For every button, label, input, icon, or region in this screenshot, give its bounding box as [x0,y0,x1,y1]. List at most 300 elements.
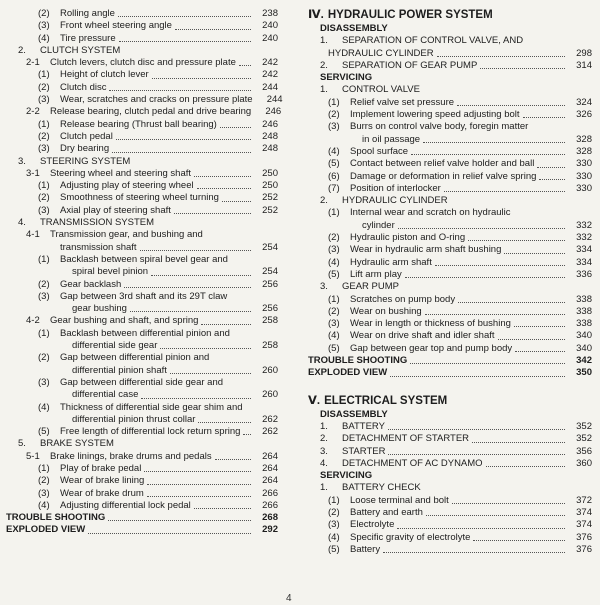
page-ref: 336 [576,268,592,280]
dot-leader [388,454,565,455]
entry-number: 1. [320,482,328,494]
page-ref: 356 [576,445,592,457]
toc-entry[interactable] [6,266,278,278]
entry-number: 2-2 [26,106,40,118]
toc-entry[interactable] [308,421,592,433]
page-ref: 372 [576,494,592,506]
toc-entry[interactable] [308,84,592,96]
entry-number: (4) [38,499,50,511]
dot-leader [220,127,251,128]
page-ref: 330 [576,158,592,170]
entry-title: EXPLODED VIEW [6,524,86,536]
entry-title: GEAR PUMP [342,281,400,293]
entry-number: 2. [320,195,328,207]
dot-leader [243,434,251,435]
entry-title: Gap between differential side gear and [60,376,224,388]
toc-entry[interactable] [6,156,278,168]
toc-entry[interactable] [6,500,278,512]
entry-number: (2) [38,81,50,93]
entry-title: STEERING SYSTEM [40,155,131,167]
toc-entry[interactable] [308,35,592,47]
toc-entry[interactable] [308,220,592,232]
entry-number: (5) [328,543,340,555]
dot-leader [88,533,251,534]
entry-title: Wear of brake lining [60,475,145,487]
page-ref: 244 [262,81,278,93]
entry-title: Internal wear and scratch on hydraulic [350,207,511,219]
dot-leader [523,117,565,118]
toc-entry[interactable] [6,180,278,192]
entry-number: (3) [38,143,50,155]
page-ref: 268 [262,512,278,524]
page-ref: 326 [576,109,592,121]
entry-title: Front wheel steering angle [60,20,172,32]
toc-entry[interactable] [6,524,278,536]
dot-leader [452,503,565,504]
entry-number: (4) [328,145,340,157]
entry-number: 3. [320,281,328,293]
toc-entry[interactable] [308,109,592,121]
page-ref: 250 [262,167,278,179]
toc-entry[interactable] [308,121,592,133]
entry-number: (4) [328,531,340,543]
toc-entry[interactable] [308,207,592,219]
toc-entry[interactable] [6,20,278,32]
toc-entry[interactable] [308,507,592,519]
dot-leader [444,191,565,192]
entry-number: (2) [38,352,50,364]
entry-number: (3) [38,94,50,106]
toc-entry[interactable] [6,242,278,254]
dot-leader [141,398,251,399]
entry-title: Hydraulic piston and O-ring [350,232,466,244]
entry-number: (1) [38,118,50,130]
entry-number: 5. [18,438,26,450]
entry-title: Wear on bushing [350,305,422,317]
page-ref: 244 [266,94,283,106]
entry-title: Wear of brake drum [60,487,144,499]
toc-entry[interactable] [6,279,278,291]
page-ref: 352 [576,420,592,432]
entry-number: (7) [328,182,340,194]
page-ref: 340 [576,342,592,354]
entry-number: (3) [328,121,340,133]
entry-title: Dry bearing [60,143,110,155]
dot-leader [486,466,565,467]
page-ref: 324 [576,96,592,108]
entry-number: 4-1 [26,229,40,241]
toc-entry[interactable] [6,365,278,377]
entry-number: (5) [328,342,340,354]
entry-number: (3) [38,290,50,302]
entry-number: 2-1 [26,57,40,69]
dot-leader [201,324,251,325]
toc-entry[interactable] [6,352,278,364]
dot-leader [480,68,565,69]
toc-entry[interactable] [308,519,592,531]
entry-number: 1. [320,35,328,47]
page-ref: 248 [262,143,278,155]
toc-entry[interactable] [6,205,278,217]
section-title [308,8,592,23]
entry-title: Clutch pedal [60,130,113,142]
page-ref: 254 [262,266,278,278]
entry-title: Lift arm play [350,268,402,280]
page-ref: 298 [576,47,592,59]
entry-title: differential pinion thrust collar [72,413,196,425]
dot-leader [498,339,565,340]
toc-entry[interactable] [308,367,592,379]
toc-entry[interactable] [308,433,592,445]
entry-title: cylinder [362,219,395,231]
toc-entry[interactable] [308,269,592,281]
toc-entry[interactable] [308,343,592,355]
entry-title: Release bearing, clutch pedal and drive bearing [50,106,252,118]
dot-leader [130,311,251,312]
toc-entry[interactable] [6,426,278,438]
entry-title: HYDRAULIC CYLINDER [342,195,448,207]
entry-title: BATTERY CHECK [342,482,421,494]
toc-entry[interactable] [6,463,278,475]
page-ref: 330 [576,182,592,194]
dot-leader [426,515,565,516]
entry-number: 2. [320,433,328,445]
entry-number: (1) [38,462,50,474]
page-ref: 334 [576,244,592,256]
section-title [308,394,592,409]
toc-entry[interactable] [6,94,283,106]
entry-number: (1) [38,327,50,339]
entry-title: Wear in hydraulic arm shaft bushing [350,244,502,256]
entry-number: (2) [38,278,50,290]
toc-entry[interactable] [6,291,278,303]
toc-entry[interactable] [308,146,592,158]
dot-leader [140,250,251,251]
entry-title: Loose terminal and bolt [350,494,449,506]
page-ref: 376 [576,531,592,543]
dot-leader [537,167,565,168]
entry-title: Play of brake pedal [60,462,142,474]
entry-title: transmission shaft [60,241,137,253]
entry-number: 4. [18,217,26,229]
entry-number: 1. [320,84,328,96]
toc-entry[interactable] [308,458,592,470]
entry-title: Height of clutch lever [60,69,149,81]
toc-entry[interactable] [6,106,282,118]
entry-number: 4-2 [26,315,40,327]
toc-entry[interactable] [308,544,592,556]
page-ref: 260 [262,389,278,401]
entry-title: DETACHMENT OF AC DYNAMO [342,457,483,469]
page-ref: 248 [262,130,278,142]
toc-entry[interactable] [6,475,278,487]
entry-number: 3. [18,155,26,167]
dot-leader [170,373,251,374]
page-ref: 260 [262,364,278,376]
page-ref: 256 [262,303,278,315]
page-ref: 250 [262,180,278,192]
toc-entry[interactable] [308,158,592,170]
entry-title: EXPLODED VIEW [308,367,388,379]
dot-leader [515,351,565,352]
toc-entry[interactable] [6,143,278,155]
page-ref: 246 [265,106,282,118]
entry-title: Hydraulic arm shaft [350,256,432,268]
toc-entry[interactable] [6,340,278,352]
page-ref: 350 [576,367,592,379]
dot-leader [118,16,251,17]
entry-title: differential case [72,389,139,401]
dot-leader [151,275,251,276]
entry-number: (1) [38,180,50,192]
entry-title: Wear, scratches and cracks on pressure plate [60,94,253,106]
toc-entry[interactable] [6,57,278,69]
toc-entry[interactable] [308,195,592,207]
entry-title: DETACHMENT OF STARTER [342,433,470,445]
dot-leader [119,41,251,42]
entry-number: (3) [38,487,50,499]
toc-entry[interactable] [308,183,592,195]
dot-leader [457,105,565,106]
dot-leader [147,484,251,485]
toc-entry[interactable] [308,355,592,367]
entry-title: TROUBLE SHOOTING [6,512,106,524]
entry-number: (1) [38,253,50,265]
entry-number: (2) [38,8,50,19]
entry-title: spiral bevel pinion [72,266,149,278]
entry-title: BRAKE SYSTEM [40,438,114,450]
toc-entry[interactable] [6,131,278,143]
toc-entry[interactable] [308,446,592,458]
entry-number: 3-1 [26,167,40,179]
toc-entry[interactable] [308,482,592,494]
toc-entry[interactable] [308,244,592,256]
dot-leader [398,228,565,229]
entry-title: Wear in length or thickness of bushing [350,318,511,330]
entry-title: STARTER [342,445,386,457]
servicing-heading: SERVICING [320,470,373,482]
entry-number: (3) [328,519,340,531]
dot-leader [468,240,565,241]
page-ref: 246 [262,118,278,130]
toc-entry[interactable] [308,281,592,293]
page-ref: 242 [262,69,278,81]
dot-leader [514,326,565,327]
entry-title: Tire pressure [60,32,116,44]
dot-leader [539,179,565,180]
toc-entry[interactable] [308,232,592,244]
toc-entry[interactable] [6,82,278,94]
toc-entry[interactable] [308,171,592,183]
entry-number: (3) [38,376,50,388]
entry-title: Thickness of differential side gear shim and [60,401,243,413]
entry-title: Damage or deformation in relief valve spring [350,170,537,182]
entry-number: (1) [328,494,340,506]
toc-entry[interactable] [308,48,592,60]
toc-entry[interactable] [308,495,592,507]
dot-leader [116,139,251,140]
toc-entry[interactable] [308,318,592,330]
entry-title: in oil passage [362,133,421,145]
entry-number: 5-1 [26,450,40,462]
entry-title: Rolling angle [60,8,115,19]
entry-title: BATTERY [342,420,385,432]
entry-title: TRANSMISSION SYSTEM [40,217,155,229]
dot-leader [405,277,565,278]
section-spacer [308,380,592,394]
page-ref: 242 [262,57,278,69]
entry-number: (2) [38,192,50,204]
dot-leader [473,540,565,541]
toc-entry[interactable] [6,414,278,426]
page-ref: 252 [262,204,278,216]
toc-left-column [6,8,283,537]
dot-leader [504,253,565,254]
toc-entry[interactable] [6,303,278,315]
toc-entry[interactable] [6,377,278,389]
toc-entry[interactable] [308,134,592,146]
toc-entry[interactable] [6,328,278,340]
toc-entry[interactable] [6,254,278,266]
entry-number: 2. [320,59,328,71]
section-name: HYDRAULIC POWER SYSTEM [327,9,493,21]
entry-number: (2) [328,232,340,244]
toc-entry[interactable] [308,60,592,72]
page-ref: 338 [576,318,592,330]
toc-entry[interactable] [6,45,278,57]
page-ref: 266 [262,487,278,499]
entry-number: 1. [320,420,328,432]
entry-title: HYDRAULIC CYLINDER [328,47,434,59]
entry-title: SEPARATION OF GEAR PUMP [342,59,478,71]
page-ref: 262 [262,426,278,438]
toc-entry[interactable] [6,488,278,500]
toc-entry[interactable] [308,306,592,318]
toc-entry[interactable] [6,229,278,241]
entry-title: Clutch levers, clutch disc and pressure plate [50,57,236,69]
page-ref: 338 [576,293,592,305]
page-ref: 258 [262,315,278,327]
entry-title: Brake linings, brake drums and pedals [50,450,212,462]
dot-leader [109,90,251,91]
toc-entry[interactable] [6,119,278,131]
entry-number: (5) [38,426,50,438]
page-ref: 376 [576,543,592,555]
toc-entry[interactable] [6,402,278,414]
dot-leader [215,459,251,460]
toc-entry[interactable] [308,257,592,269]
entry-title: Backlash between spiral bevel gear and [60,253,228,265]
toc-entry[interactable] [6,438,278,450]
toc-entry[interactable] [6,192,278,204]
toc-entry[interactable] [6,389,278,401]
toc-entry[interactable] [308,330,592,342]
entry-number: (5) [328,158,340,170]
entry-title: Battery [350,543,381,555]
toc-entry[interactable] [6,451,278,463]
dot-leader [423,142,565,143]
entry-title: Gear backlash [60,278,122,290]
dot-leader [425,314,565,315]
entry-title: Implement lowering speed adjusting bolt [350,109,520,121]
entry-number: (3) [38,204,50,216]
entry-title: Relief valve set pressure [350,96,455,108]
entry-title: Adjusting differential lock pedal [60,499,191,511]
dot-leader [174,213,251,214]
dot-leader [197,188,251,189]
page-ref: 328 [576,133,592,145]
page-ref: 240 [262,20,278,32]
entry-number: (2) [328,109,340,121]
page-ref: 342 [576,355,592,367]
entry-number: (2) [38,130,50,142]
entry-number: (5) [328,268,340,280]
entry-title: Gear bushing and shaft, and spring [50,315,199,327]
toc-entry[interactable] [6,315,278,327]
toc-entry[interactable] [308,532,592,544]
entry-number: (4) [328,330,340,342]
page-ref: 240 [262,32,278,44]
toc-right-column [308,8,592,556]
toc-entry[interactable] [6,168,278,180]
dot-leader [239,65,251,66]
entry-number: (1) [328,96,340,108]
entry-title: Specific gravity of electrolyte [350,531,471,543]
entry-title: TROUBLE SHOOTING [308,355,408,367]
entry-title: differential side gear [72,340,158,352]
dot-leader [435,265,565,266]
dot-leader [194,176,251,177]
page-ref: 360 [576,457,592,469]
dot-leader [198,422,251,423]
toc-entry[interactable] [308,294,592,306]
toc-entry[interactable] [6,33,278,45]
entry-title: Scratches on pump body [350,293,456,305]
entry-title: Transmission gear, and bushing and [50,229,203,241]
page-ref: 264 [262,475,278,487]
entry-number: (2) [38,475,50,487]
entry-title: Axial play of steering shaft [60,204,171,216]
page-ref: 328 [576,145,592,157]
dot-leader [144,471,251,472]
toc-entry[interactable] [6,512,278,524]
toc-entry[interactable] [308,97,592,109]
entry-number: (3) [328,244,340,256]
entry-number: (1) [38,69,50,81]
servicing-heading: SERVICING [320,72,373,84]
disassembly-heading: DISASSEMBLY [320,23,388,34]
dot-leader [160,348,251,349]
dot-leader [390,376,565,377]
entry-title: Smoothness of steering wheel turning [60,192,219,204]
dot-leader [194,508,251,509]
toc-entry[interactable] [6,217,278,229]
entry-title: Contact between relief valve holder and ball [350,158,535,170]
entry-title: Steering wheel and steering shaft [50,167,192,179]
toc-entry[interactable] [6,8,278,20]
entry-number: (4) [38,32,50,44]
entry-title: CLUTCH SYSTEM [40,44,121,56]
entry-title: Wear on drive shaft and idler shaft [350,330,495,342]
disassembly-heading: DISASSEMBLY [320,408,388,420]
page-ref: 334 [576,256,592,268]
page-ref: 256 [262,278,278,290]
page-ref: 352 [576,433,592,445]
entry-title: SEPARATION OF CONTROL VALVE, AND [342,35,524,47]
page-ref: 262 [262,413,278,425]
toc-entry[interactable] [6,69,278,81]
page-ref: 264 [262,462,278,474]
